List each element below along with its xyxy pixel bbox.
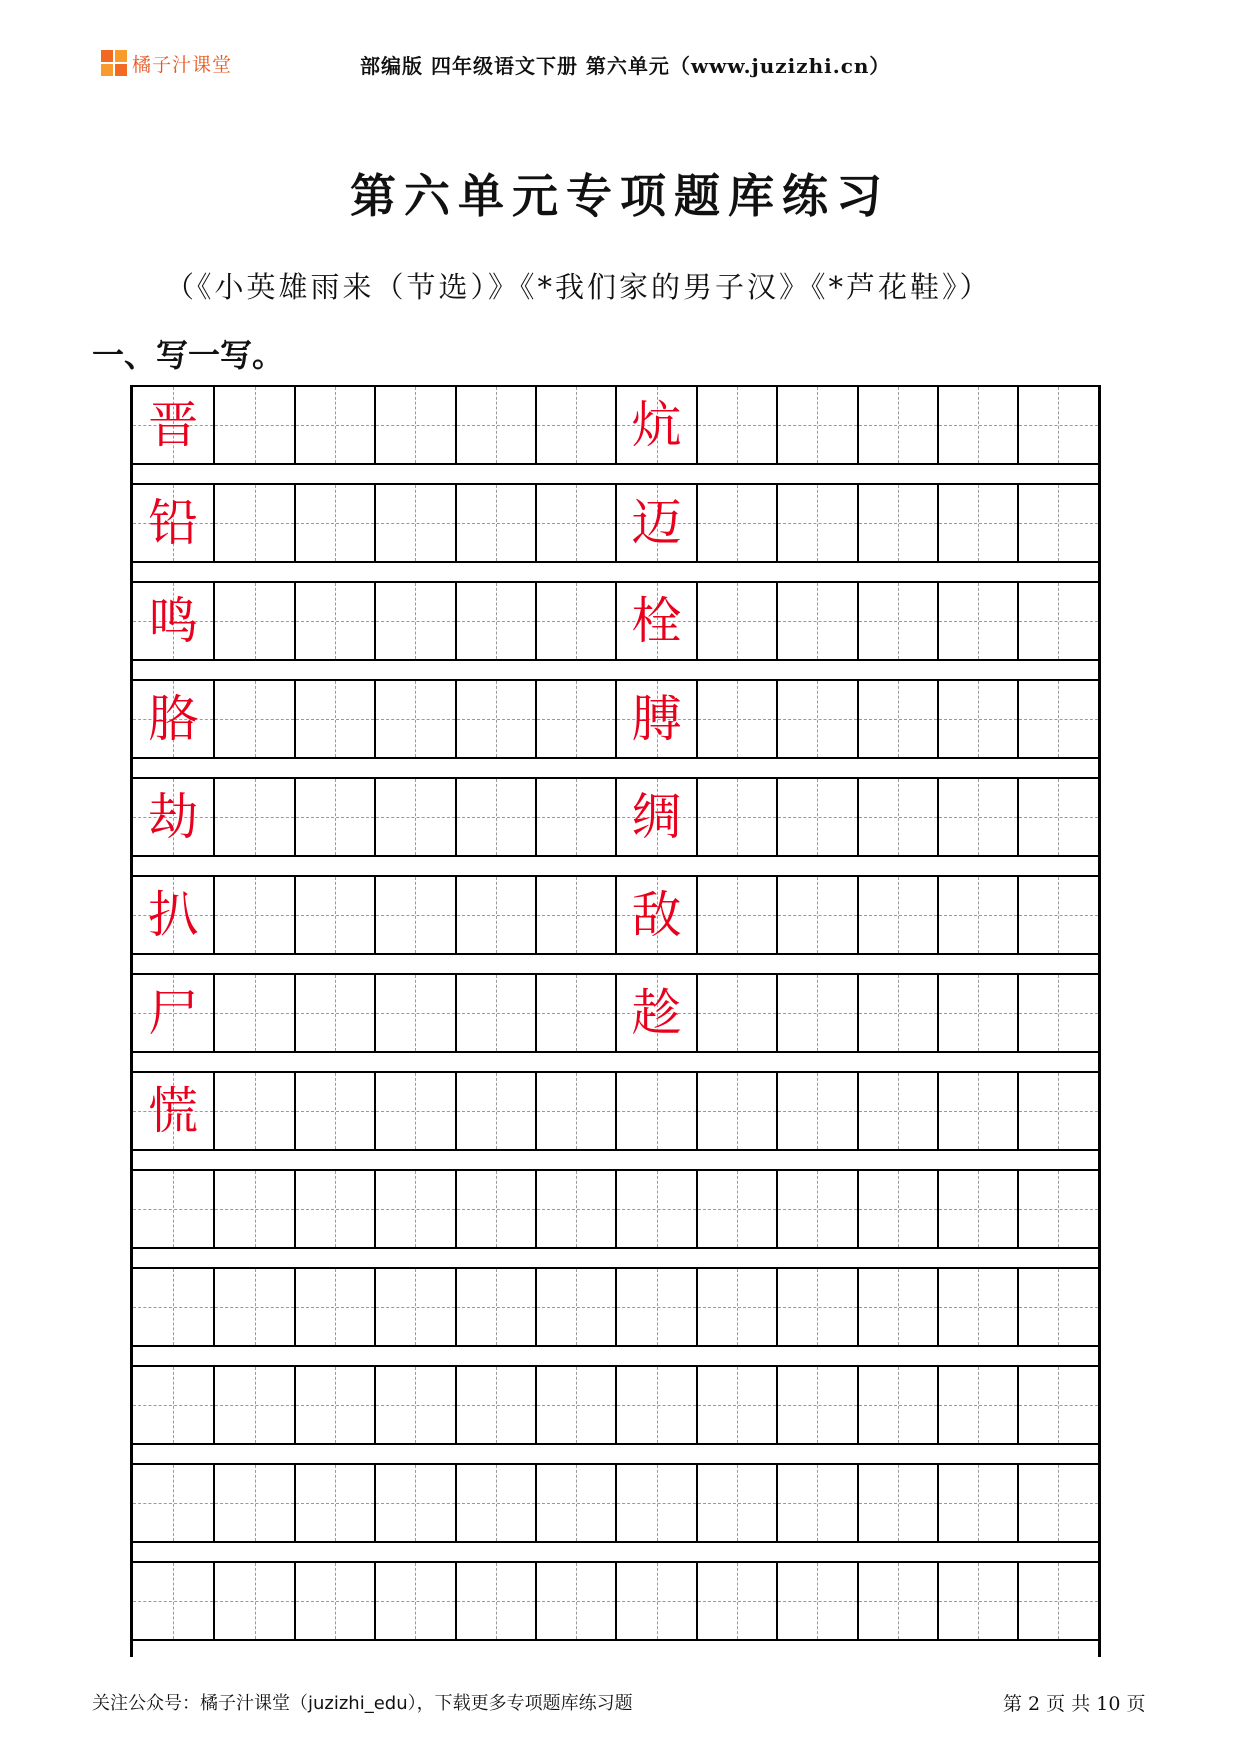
writing-cell[interactable] [615, 877, 695, 953]
writing-cell[interactable] [294, 1563, 374, 1639]
model-character: 绸 [631, 788, 682, 846]
writing-cell[interactable] [213, 1073, 293, 1149]
writing-cell[interactable] [937, 877, 1017, 953]
writing-cell[interactable] [213, 1367, 293, 1443]
writing-cell[interactable] [133, 1563, 213, 1639]
writing-cell[interactable] [1017, 1073, 1097, 1149]
writing-cell[interactable] [776, 1563, 856, 1639]
model-character [617, 1563, 695, 1639]
writing-cell[interactable] [937, 1563, 1017, 1639]
writing-cell[interactable] [133, 1171, 213, 1247]
grid-row [133, 581, 1098, 661]
writing-cell[interactable] [857, 1269, 937, 1345]
writing-cell[interactable] [1017, 877, 1097, 953]
page-number: 第 2 页 共 10 页 [1003, 1693, 1146, 1715]
writing-cell[interactable] [857, 1563, 937, 1639]
writing-cell[interactable] [776, 1073, 856, 1149]
writing-cell[interactable] [133, 681, 213, 757]
writing-cell[interactable] [776, 975, 856, 1051]
writing-cell[interactable] [1017, 1465, 1097, 1541]
writing-cell[interactable] [213, 1269, 293, 1345]
model-character [617, 1465, 695, 1541]
writing-cell[interactable] [294, 1171, 374, 1247]
writing-cell[interactable] [455, 1367, 535, 1443]
writing-grid [133, 385, 1098, 1657]
grid-row [133, 385, 1098, 465]
writing-cell[interactable] [213, 1465, 293, 1541]
writing-cell[interactable] [535, 1367, 615, 1443]
writing-cell[interactable] [133, 877, 213, 953]
writing-cell[interactable] [696, 1465, 776, 1541]
writing-cell[interactable] [776, 1465, 856, 1541]
model-character [617, 1073, 695, 1149]
writing-cell[interactable] [615, 975, 695, 1051]
writing-cell[interactable] [857, 1465, 937, 1541]
grid-row [133, 973, 1098, 1053]
writing-cell[interactable] [374, 485, 454, 561]
grid-row [133, 1169, 1098, 1249]
writing-cell[interactable] [455, 975, 535, 1051]
writing-cell[interactable] [1017, 1367, 1097, 1443]
writing-cell[interactable] [776, 485, 856, 561]
writing-cell[interactable] [696, 975, 776, 1051]
model-character: 铅 [148, 494, 199, 552]
writing-cell[interactable] [213, 1171, 293, 1247]
writing-cell[interactable] [937, 583, 1017, 659]
writing-cell[interactable] [213, 877, 293, 953]
writing-cell[interactable] [455, 1563, 535, 1639]
writing-cell[interactable] [696, 485, 776, 561]
writing-cell[interactable] [696, 681, 776, 757]
writing-cell[interactable] [1017, 1563, 1097, 1639]
writing-cell[interactable] [455, 779, 535, 855]
writing-cell[interactable] [1017, 681, 1097, 757]
footer-note: 关注公众号：橘子汁课堂（juzizhi_edu），下载更多专项题库练习题 [92, 1693, 633, 1714]
writing-cell[interactable] [535, 779, 615, 855]
writing-cell[interactable] [455, 1269, 535, 1345]
grid-row [133, 1561, 1098, 1641]
writing-cell[interactable] [776, 387, 856, 463]
writing-cell[interactable] [374, 1073, 454, 1149]
writing-cell[interactable] [615, 485, 695, 561]
writing-cell[interactable] [776, 1171, 856, 1247]
writing-cell[interactable] [857, 779, 937, 855]
writing-cell[interactable] [1017, 583, 1097, 659]
writing-cell[interactable] [937, 779, 1017, 855]
writing-cell[interactable] [857, 1073, 937, 1149]
writing-cell[interactable] [696, 779, 776, 855]
writing-cell[interactable] [937, 681, 1017, 757]
model-character: 慌 [148, 1082, 199, 1140]
writing-cell[interactable] [615, 1465, 695, 1541]
writing-cell[interactable] [857, 877, 937, 953]
writing-cell[interactable] [374, 1171, 454, 1247]
writing-cell[interactable] [857, 975, 937, 1051]
writing-cell[interactable] [455, 681, 535, 757]
writing-cell[interactable] [535, 975, 615, 1051]
writing-cell[interactable] [294, 779, 374, 855]
writing-cell[interactable] [696, 1073, 776, 1149]
writing-cell[interactable] [455, 387, 535, 463]
grid-row [133, 1267, 1098, 1347]
writing-cell[interactable] [615, 1367, 695, 1443]
model-character: 膊 [631, 690, 682, 748]
writing-cell[interactable] [937, 1367, 1017, 1443]
writing-cell[interactable] [937, 975, 1017, 1051]
writing-cell[interactable] [776, 681, 856, 757]
writing-cell[interactable] [294, 975, 374, 1051]
writing-cell[interactable] [374, 1465, 454, 1541]
writing-cell[interactable] [294, 1269, 374, 1345]
model-character: 晋 [148, 396, 199, 454]
writing-cell[interactable] [696, 1563, 776, 1639]
writing-cell[interactable] [374, 1367, 454, 1443]
writing-cell[interactable] [213, 975, 293, 1051]
writing-cell[interactable] [374, 1269, 454, 1345]
grid-border-right [1098, 385, 1101, 1657]
writing-cell[interactable] [535, 1465, 615, 1541]
writing-cell[interactable] [615, 681, 695, 757]
writing-cell[interactable] [294, 1465, 374, 1541]
writing-cell[interactable] [133, 1073, 213, 1149]
model-character [617, 1171, 695, 1247]
writing-cell[interactable] [857, 1171, 937, 1247]
writing-cell[interactable] [133, 1269, 213, 1345]
logo-text: 橘子汁课堂 [132, 53, 233, 76]
writing-cell[interactable] [615, 1171, 695, 1247]
grid-row [133, 1071, 1098, 1151]
grid-row [133, 777, 1098, 857]
writing-cell[interactable] [213, 387, 293, 463]
writing-cell[interactable] [615, 1563, 695, 1639]
writing-cell[interactable] [937, 1269, 1017, 1345]
writing-cell[interactable] [857, 583, 937, 659]
writing-cell[interactable] [1017, 1171, 1097, 1247]
model-character: 鸣 [148, 592, 199, 650]
writing-cell[interactable] [857, 681, 937, 757]
writing-cell[interactable] [776, 583, 856, 659]
writing-cell[interactable] [133, 1367, 213, 1443]
writing-cell[interactable] [374, 583, 454, 659]
writing-cell[interactable] [213, 1563, 293, 1639]
writing-cell[interactable] [133, 779, 213, 855]
writing-cell[interactable] [294, 681, 374, 757]
writing-cell[interactable] [455, 877, 535, 953]
writing-cell[interactable] [213, 485, 293, 561]
logo-icon [101, 50, 127, 76]
writing-cell[interactable] [294, 1367, 374, 1443]
logo [101, 48, 232, 78]
model-character [617, 1269, 695, 1345]
grid-row [133, 1365, 1098, 1445]
writing-cell[interactable] [374, 779, 454, 855]
writing-cell[interactable] [133, 583, 213, 659]
writing-cell[interactable] [535, 1269, 615, 1345]
writing-cell[interactable] [615, 1073, 695, 1149]
writing-cell[interactable] [535, 1073, 615, 1149]
writing-cell[interactable] [294, 1073, 374, 1149]
writing-cell[interactable] [937, 1171, 1017, 1247]
writing-cell[interactable] [374, 681, 454, 757]
writing-cell[interactable] [857, 1367, 937, 1443]
header-title: 部编版 四年级语文下册 第六单元（www.juzizhi.cn） [360, 54, 891, 78]
writing-cell[interactable] [213, 681, 293, 757]
writing-cell[interactable] [535, 387, 615, 463]
writing-cell[interactable] [937, 1465, 1017, 1541]
writing-cell[interactable] [294, 583, 374, 659]
model-character [133, 1367, 213, 1443]
writing-cell[interactable] [776, 1367, 856, 1443]
model-character [133, 1171, 213, 1247]
writing-cell[interactable] [535, 583, 615, 659]
grid-row [133, 679, 1098, 759]
writing-cell[interactable] [937, 485, 1017, 561]
writing-cell[interactable] [535, 1171, 615, 1247]
writing-cell[interactable] [1017, 485, 1097, 561]
writing-cell[interactable] [615, 583, 695, 659]
writing-cell[interactable] [776, 779, 856, 855]
writing-cell[interactable] [857, 387, 937, 463]
model-character: 迈 [631, 494, 682, 552]
writing-cell[interactable] [696, 1269, 776, 1345]
model-character: 趁 [631, 984, 682, 1042]
writing-cell[interactable] [1017, 975, 1097, 1051]
model-character [133, 1563, 213, 1639]
grid-row [133, 483, 1098, 563]
grid-row [133, 1463, 1098, 1543]
writing-cell[interactable] [455, 1171, 535, 1247]
writing-cell[interactable] [535, 877, 615, 953]
writing-cell[interactable] [455, 1073, 535, 1149]
model-character: 栓 [631, 592, 682, 650]
writing-cell[interactable] [1017, 387, 1097, 463]
writing-cell[interactable] [294, 485, 374, 561]
writing-cell[interactable] [776, 1269, 856, 1345]
writing-cell[interactable] [374, 975, 454, 1051]
writing-cell[interactable] [133, 975, 213, 1051]
writing-cell[interactable] [857, 485, 937, 561]
writing-cell[interactable] [696, 877, 776, 953]
writing-cell[interactable] [696, 387, 776, 463]
writing-cell[interactable] [294, 387, 374, 463]
writing-cell[interactable] [696, 583, 776, 659]
writing-cell[interactable] [455, 1465, 535, 1541]
writing-cell[interactable] [937, 1073, 1017, 1149]
writing-cell[interactable] [535, 1563, 615, 1639]
page-subtitle: （《小英雄雨来（节选）》《*我们家的男子汉》《*芦花鞋》） [165, 270, 992, 304]
model-character: 尸 [148, 984, 199, 1042]
model-character [133, 1269, 213, 1345]
writing-cell[interactable] [374, 1563, 454, 1639]
writing-cell[interactable] [1017, 1269, 1097, 1345]
writing-cell[interactable] [615, 779, 695, 855]
writing-cell[interactable] [374, 387, 454, 463]
writing-cell[interactable] [696, 1171, 776, 1247]
writing-cell[interactable] [696, 1367, 776, 1443]
writing-cell[interactable] [937, 387, 1017, 463]
writing-cell[interactable] [455, 485, 535, 561]
writing-cell[interactable] [213, 583, 293, 659]
model-character: 敌 [631, 886, 682, 944]
writing-cell[interactable] [294, 877, 374, 953]
model-character [133, 1465, 213, 1541]
grid-row [133, 875, 1098, 955]
writing-cell[interactable] [776, 877, 856, 953]
writing-cell[interactable] [133, 387, 213, 463]
writing-cell[interactable] [213, 779, 293, 855]
writing-cell[interactable] [374, 877, 454, 953]
writing-cell[interactable] [535, 485, 615, 561]
model-character: 胳 [148, 690, 199, 748]
model-character [617, 1367, 695, 1443]
model-character: 扒 [148, 886, 199, 944]
section-title: 一、写一写。 [92, 336, 285, 374]
writing-cell[interactable] [615, 1269, 695, 1345]
page-title: 第六单元专项题库练习 [350, 169, 890, 223]
writing-cell[interactable] [615, 387, 695, 463]
model-character: 炕 [631, 396, 682, 454]
writing-cell[interactable] [1017, 779, 1097, 855]
writing-cell[interactable] [133, 1465, 213, 1541]
writing-cell[interactable] [535, 681, 615, 757]
writing-cell[interactable] [133, 485, 213, 561]
writing-cell[interactable] [455, 583, 535, 659]
model-character: 劫 [148, 788, 199, 846]
